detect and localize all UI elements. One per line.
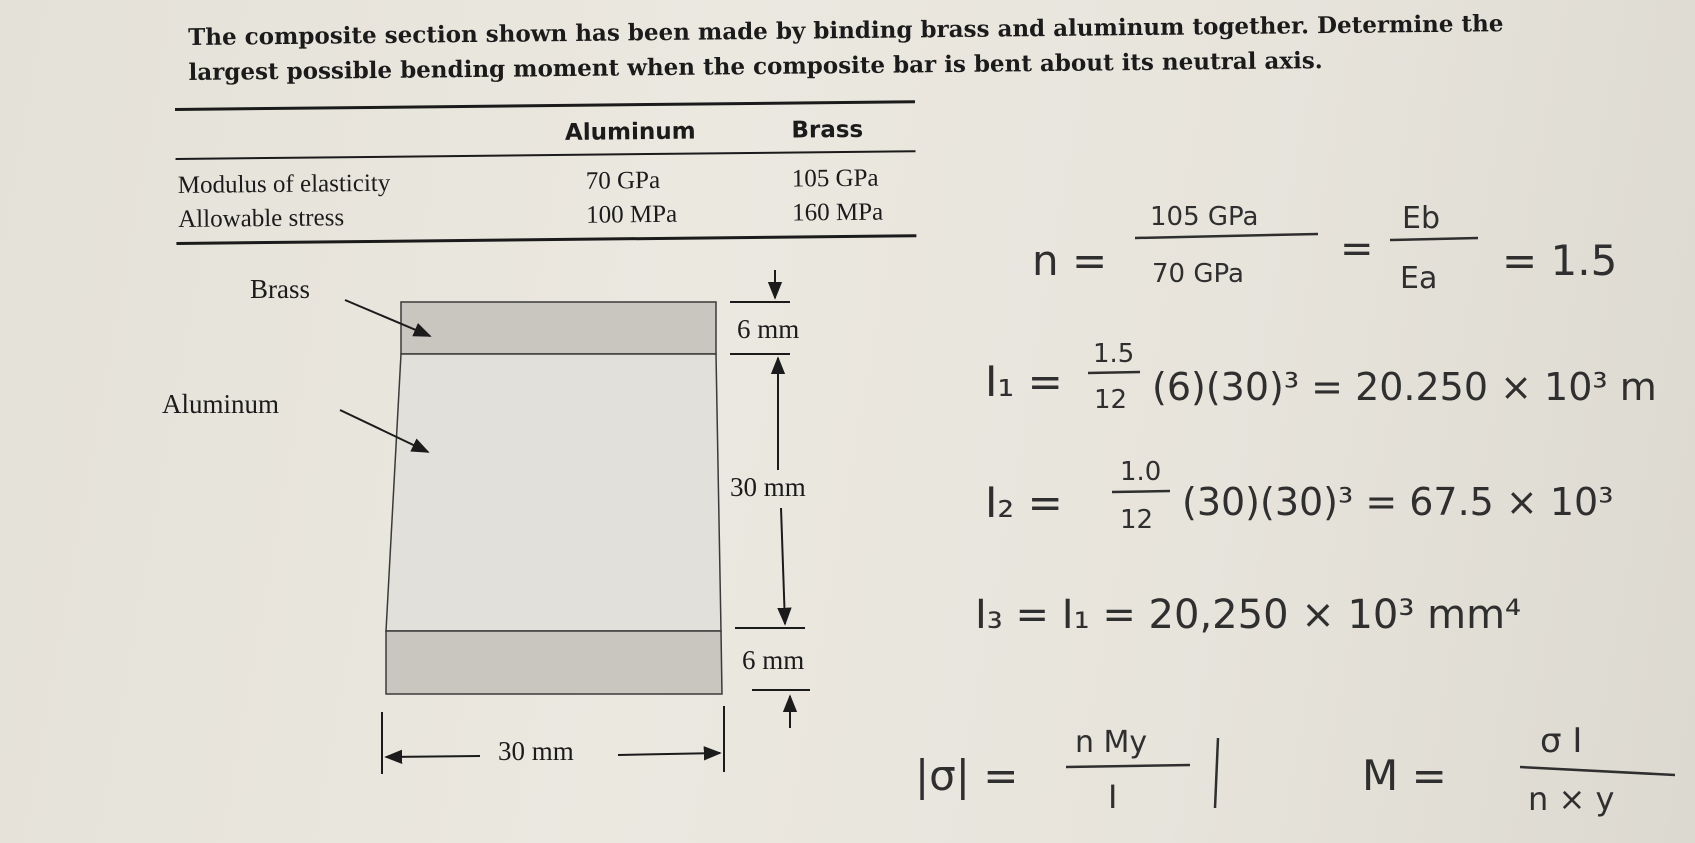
row-label-modulus: Modulus of elasticity — [177, 169, 391, 199]
dim-top-label: 6 mm — [737, 314, 800, 344]
header-aluminum: Aluminum — [564, 118, 696, 146]
m-lhs: M = — [1362, 751, 1447, 800]
row-label-stress: Allowable stress — [178, 204, 345, 233]
i2-lhs: I₂ = — [985, 478, 1063, 527]
moment-of-inertia-2 — [985, 457, 1613, 535]
n-lhs: n = — [1032, 236, 1108, 285]
stress-formula — [915, 725, 1218, 816]
header-brass: Brass — [791, 116, 864, 144]
stress-aluminum: 100 MPa — [586, 200, 678, 229]
n-result: = 1.5 — [1502, 236, 1618, 285]
i1-rest: (6)(30)³ = 20.250 × 10³ m — [1152, 365, 1657, 409]
n-fraction-bar-2 — [1390, 238, 1478, 240]
dim-middle-label: 30 mm — [730, 472, 806, 502]
i3-equation: I₃ = I₁ = 20,250 × 10³ mm⁴ — [975, 592, 1522, 638]
n-fraction-bar — [1135, 234, 1318, 238]
i2-fraction-num: 1.0 — [1120, 457, 1162, 487]
moment-of-inertia-3 — [975, 592, 1521, 638]
modulus-aluminum: 70 GPa — [585, 166, 661, 195]
sigma-denominator: I — [1108, 778, 1118, 816]
i1-fraction-den: 12 — [1094, 385, 1128, 415]
n-numerator: 105 GPa — [1150, 202, 1259, 232]
modulus-brass: 105 GPa — [791, 164, 879, 193]
modular-ratio — [1032, 201, 1617, 296]
dim-bottom-label: 6 mm — [742, 645, 805, 675]
n-numerator-2: Eb — [1402, 201, 1440, 236]
i1-fraction-bar — [1088, 372, 1140, 373]
dim-width-label: 30 mm — [498, 736, 574, 766]
sigma-abs-bar — [1215, 738, 1218, 808]
sigma-lhs: |σ| = — [915, 751, 1019, 800]
n-equals: = — [1340, 226, 1374, 272]
moment-formula — [1362, 721, 1675, 818]
sigma-fraction-bar — [1066, 765, 1190, 767]
i1-fraction-num: 1.5 — [1093, 339, 1135, 369]
i2-fraction-bar — [1112, 491, 1170, 492]
problem-line-2: largest possible bending moment when the composite bar is bent about its neutral axis. — [188, 47, 1323, 86]
i2-rest: (30)(30)³ = 67.5 × 10³ — [1182, 480, 1614, 524]
m-fraction-bar — [1520, 767, 1675, 775]
i2-fraction-den: 12 — [1120, 505, 1154, 535]
m-denominator: n × y — [1528, 780, 1615, 818]
stress-brass: 160 MPa — [791, 198, 884, 227]
problem-line-1: The composite section shown has been made by binding brass and aluminum together. Determine the — [188, 10, 1504, 51]
n-denominator: 70 GPa — [1152, 259, 1244, 289]
brass-label: Brass — [250, 274, 310, 304]
n-denominator-2: Ea — [1400, 261, 1438, 296]
i1-lhs: I₁ = — [985, 357, 1063, 406]
aluminum-label: Aluminum — [162, 389, 280, 419]
m-numerator: σ I — [1540, 721, 1583, 761]
sigma-numerator: n My — [1075, 725, 1148, 760]
moment-of-inertia-1 — [985, 339, 1657, 415]
